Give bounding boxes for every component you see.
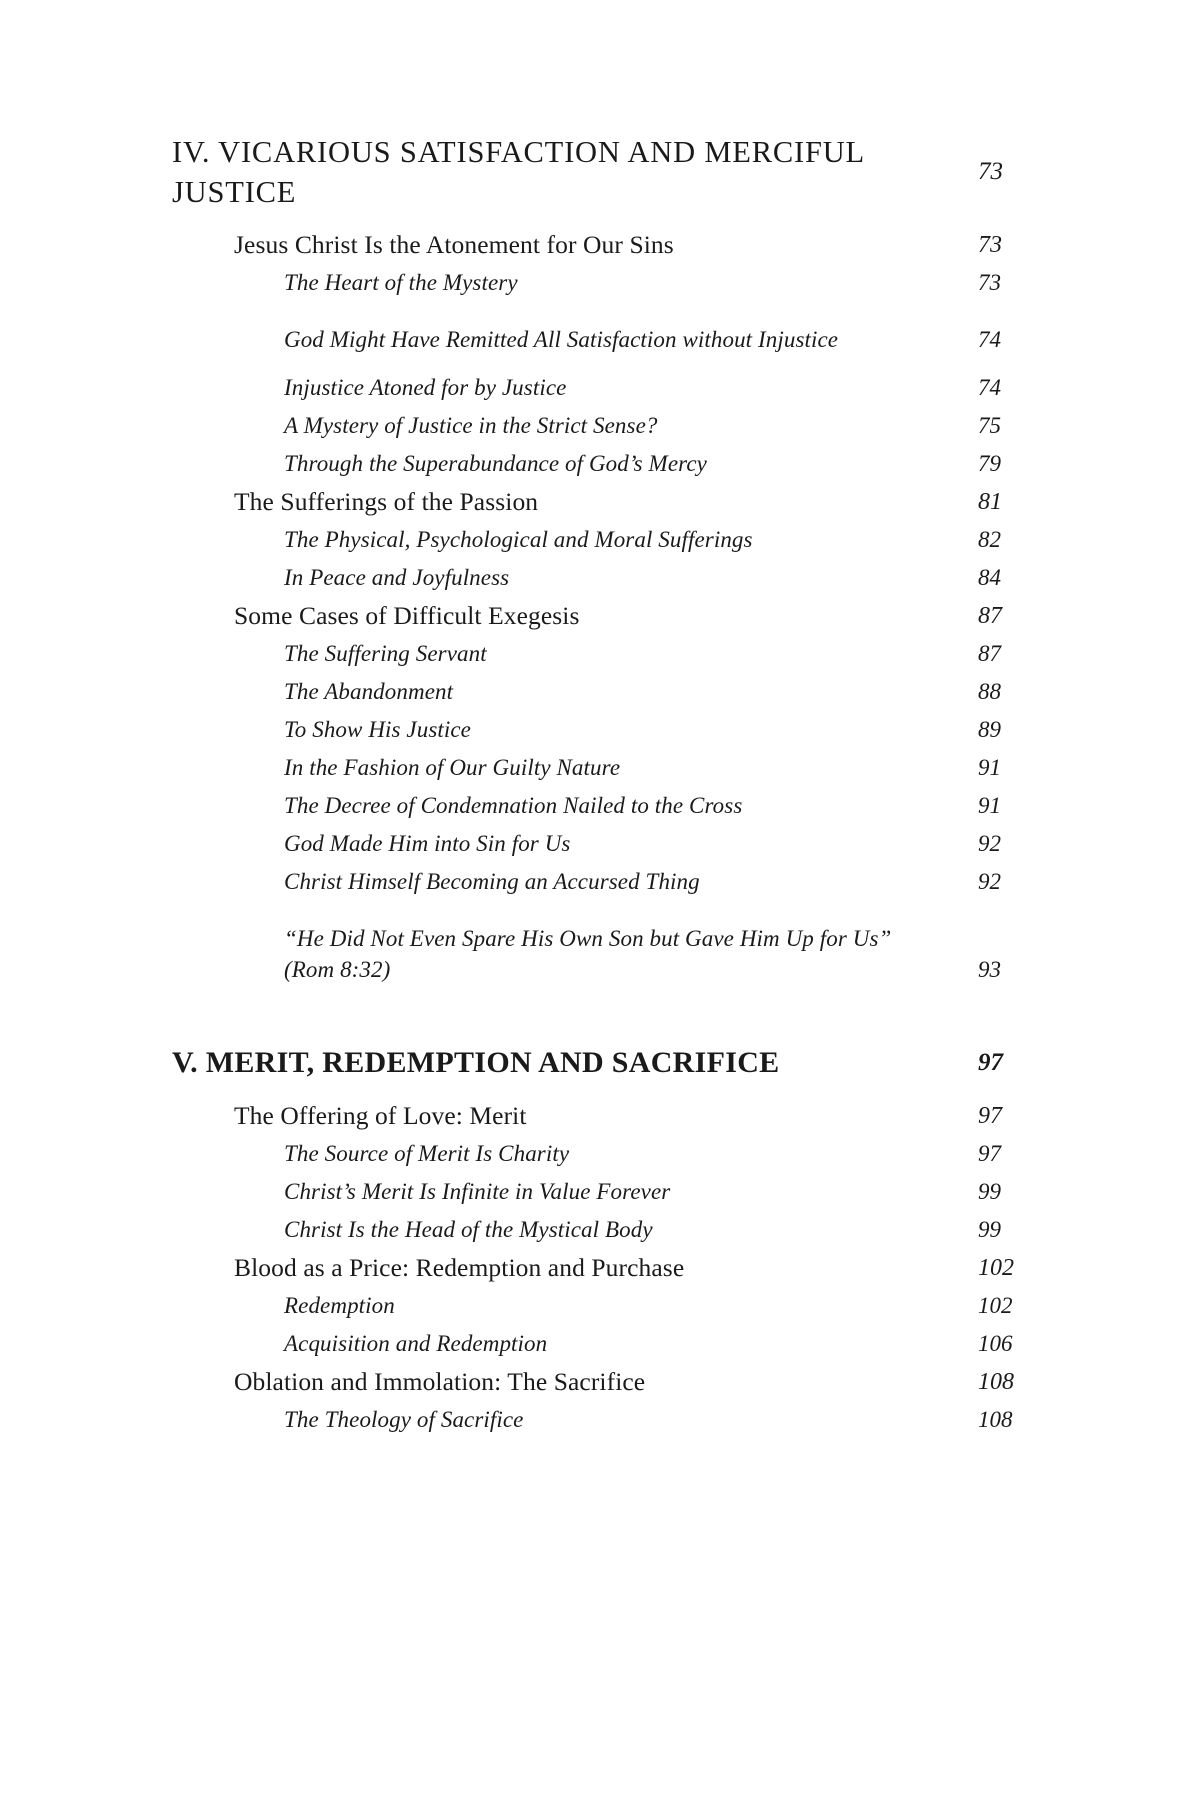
entry-label: Blood as a Price: Redemption and Purchase [234, 1253, 685, 1282]
chapter-title-5: V. MERIT, REDEMPTION AND SACRIFICE [172, 1046, 780, 1079]
entry-label: The Abandonment [284, 679, 454, 704]
toc-entry-row[interactable] [172, 597, 1052, 635]
toc-entry-row[interactable] [172, 483, 1052, 521]
toc-entry-row[interactable] [172, 559, 1052, 597]
entry-label: The Offering of Love: Merit [234, 1101, 527, 1130]
spacer [172, 985, 1052, 1043]
entry-label: In Peace and Joyfulness [284, 565, 510, 590]
toc-entry-row[interactable] [172, 1249, 1052, 1287]
toc-entry-row[interactable] [172, 1211, 1052, 1249]
spacer [172, 302, 1052, 324]
entry-label: The Heart of the Mystery [284, 270, 518, 295]
toc-list [172, 132, 1052, 1439]
toc-entry-row[interactable] [172, 1401, 1052, 1439]
entry-page: 102 [978, 1255, 1014, 1281]
entry-page: 97 [978, 1141, 1001, 1166]
entry-label: The Decree of Condemnation Nailed to the Cross [284, 793, 743, 818]
entry-label: Through the Superabundance of God’s Mercy [284, 451, 707, 476]
entry-page: 73 [978, 232, 1002, 258]
spacer [172, 355, 1052, 369]
chapter-heading-row-5[interactable] [172, 1043, 1052, 1083]
entry-page: 91 [978, 755, 1001, 780]
toc-entry-row[interactable] [172, 1325, 1052, 1363]
entry-page: 102 [978, 1293, 1013, 1318]
entry-label: A Mystery of Justice in the Strict Sense? [284, 413, 658, 438]
entry-page: 92 [978, 831, 1001, 856]
entry-label: God Might Have Remitted All Satisfaction without Injustice [284, 327, 839, 352]
entry-page: 75 [978, 413, 1001, 438]
entry-label: Christ Himself Becoming an Accursed Thing [284, 869, 700, 894]
entry-page: 87 [978, 603, 1002, 629]
toc-entry-row[interactable] [172, 1173, 1052, 1211]
entry-page: 99 [978, 1179, 1001, 1204]
toc-entry-row[interactable] [172, 749, 1052, 787]
toc-entry-row[interactable] [172, 673, 1052, 711]
entry-label: Christ Is the Head of the Mystical Body [284, 1217, 653, 1242]
entry-label: God Made Him into Sin for Us [284, 831, 571, 856]
toc-entry-row[interactable] [172, 787, 1052, 825]
entry-page: 108 [978, 1369, 1014, 1395]
entry-label: Injustice Atoned for by Justice [284, 375, 567, 400]
toc-entry-row[interactable] [172, 863, 1052, 901]
entry-label: The Sufferings of the Passion [234, 487, 539, 516]
entry-page: 73 [978, 270, 1001, 295]
entry-label: In the Fashion of Our Guilty Nature [284, 755, 621, 780]
toc-entry-row[interactable] [172, 825, 1052, 863]
entry-label: To Show His Justice [284, 717, 471, 742]
entry-label: The Physical, Psychological and Moral Sufferings [284, 527, 753, 552]
entry-label: Oblation and Immolation: The Sacrifice [234, 1367, 646, 1396]
entry-label: The Source of Merit Is Charity [284, 1141, 570, 1166]
entry-label: Jesus Christ Is the Atonement for Our Sins [234, 230, 674, 259]
entry-page: 87 [978, 641, 1001, 666]
entry-page: 84 [978, 565, 1001, 590]
spacer [172, 1083, 1052, 1097]
entry-page: 74 [978, 375, 1001, 400]
toc-entry-row[interactable] [172, 226, 1052, 264]
toc-entry-row[interactable] [172, 1097, 1052, 1135]
entry-label: Christ’s Merit Is Infinite in Value Forever [284, 1179, 671, 1204]
toc-entry-row[interactable] [172, 711, 1052, 749]
toc-entry-row[interactable] [172, 635, 1052, 673]
entry-label: Some Cases of Difficult Exegesis [234, 601, 580, 630]
chapter-page-4: 73 [978, 158, 1003, 185]
entry-page: 97 [978, 1103, 1002, 1129]
entry-page: 92 [978, 869, 1001, 894]
spacer [172, 212, 1052, 226]
entry-page: 89 [978, 717, 1001, 742]
chapter-page-5: 97 [978, 1049, 1003, 1076]
entry-page: 74 [978, 327, 1001, 352]
entry-label: Redemption [284, 1293, 395, 1318]
toc-entry-row[interactable] [172, 521, 1052, 559]
toc-entry-row[interactable] [172, 264, 1052, 302]
entry-page: 106 [978, 1331, 1013, 1356]
toc-entry-row[interactable] [172, 923, 1052, 985]
toc-entry-row[interactable] [172, 324, 1052, 355]
entry-label: Acquisition and Redemption [284, 1331, 548, 1356]
chapter-title-4: IV. VICARIOUS SATISFACTION AND MERCIFUL JUSTICE [172, 135, 864, 209]
entry-page: 99 [978, 1217, 1001, 1242]
spacer [172, 901, 1052, 923]
toc-entry-row[interactable] [172, 1135, 1052, 1173]
entry-page: 91 [978, 793, 1001, 818]
entry-label: The Theology of Sacrifice [284, 1407, 524, 1432]
entry-page: 81 [978, 489, 1002, 515]
entry-page: 88 [978, 679, 1001, 704]
entry-page: 93 [978, 957, 1001, 982]
entry-page: 108 [978, 1407, 1013, 1432]
chapter-heading-row-4[interactable] [172, 132, 1052, 212]
toc-entry-row[interactable] [172, 445, 1052, 483]
toc-entry-row[interactable] [172, 407, 1052, 445]
toc-entry-row[interactable] [172, 1363, 1052, 1401]
toc-entry-row[interactable] [172, 369, 1052, 407]
entry-page: 82 [978, 527, 1001, 552]
entry-page: 79 [978, 451, 1001, 476]
entry-label: “He Did Not Even Spare His Own Son but Gave Him Up for Us” (Rom 8:32) [284, 926, 892, 982]
toc-entry-row[interactable] [172, 1287, 1052, 1325]
entry-label: The Suffering Servant [284, 641, 487, 666]
